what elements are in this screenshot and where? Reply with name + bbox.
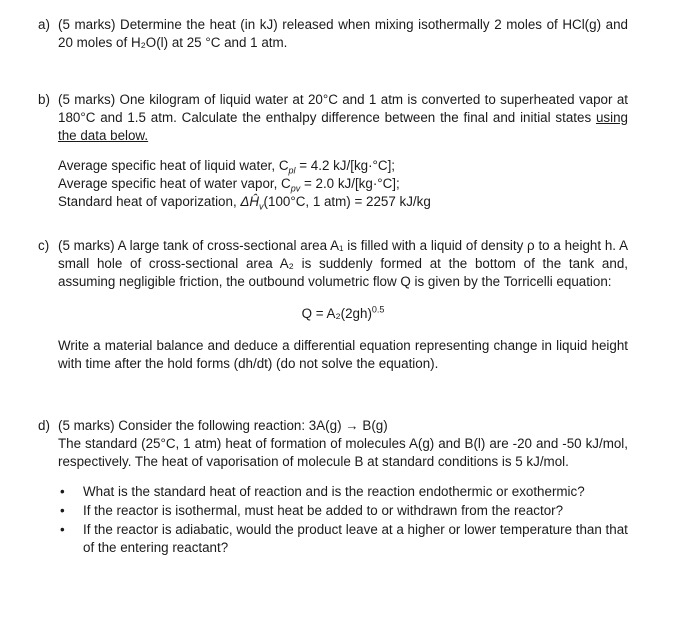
question-c-text2: Write a material balance and deduce a differential equation representing change in liquid height with time after the hold forms (dh/dt) (do not solve the equation).: [58, 338, 628, 371]
question-c: [38, 237, 628, 373]
data-line-2: Average specific heat of water vapor, $C_{pv} = 2.0$ kJ/[kg·°C];: [58, 176, 400, 194]
question-d-text: (5 marks) Consider the following reaction: 3A(g) → B(g): [58, 418, 388, 433]
list-item: • If the reactor is isothermal, must heat be added to or withdrawn from the reactor?: [60, 503, 564, 518]
torricelli-equation: $Q = A_2(2gh)^{0.5}$: [301, 304, 385, 321]
question-d-label: d): [38, 418, 50, 433]
question-b-label: b): [38, 92, 50, 107]
question-d-bullets: [58, 483, 628, 557]
data-line-3: Standard heat of vaporization, $\Delta Ĥ_v(100^\circ C$, 1 atm) = 2257 kJ/kg: [58, 194, 431, 212]
list-item: • What is the standard heat of reaction and is the reaction endothermic or exothermic?: [60, 484, 585, 499]
data-line-1: Average specific heat of liquid water, $C_{pl} = 4.2$ kJ/[kg·°C];: [58, 158, 396, 176]
question-a: [38, 16, 628, 52]
question-b: [38, 91, 628, 211]
data-block: [58, 157, 628, 211]
question-b-underlined: using the data below.: [58, 110, 628, 143]
question-c-text: (5 marks) A large tank of cross-sectional area A₁ is filled with a liquid of density ρ to a height h. A small hole of cross-sectional area A₂ is suddenly formed at the bottom of the tank and, assuming negligible friction, the outbound volumetric flow Q is given by the Torricelli equation:: [58, 238, 628, 289]
question-a-text: (5 marks) Determine the heat (in kJ) released when mixing isothermally 2 moles of HCl(g) and 20 moles of H₂O(l) at 25 °C and 1 atm.: [58, 17, 628, 50]
question-b-text: (5 marks) One kilogram of liquid water at 20°C and 1 atm is converted to superheated vapor at 180°C and 1.5 atm. Calculate the enthalpy difference between the final and initial states using the data below.: [58, 92, 628, 143]
question-a-label: a): [38, 17, 50, 32]
question-c-label: c): [38, 238, 50, 253]
list-item: • If the reactor is adiabatic, would the product leave at a higher or lower temperature than that of the entering reactant?: [60, 522, 628, 555]
question-d-text2: The standard (25°C, 1 atm) heat of formation of molecules A(g) and B(l) are -20 and -50 kJ/mol, respectively. The heat of vaporisation of molecule B at standard conditions is 5 kJ/mol.: [58, 436, 628, 469]
question-d: [38, 417, 628, 558]
